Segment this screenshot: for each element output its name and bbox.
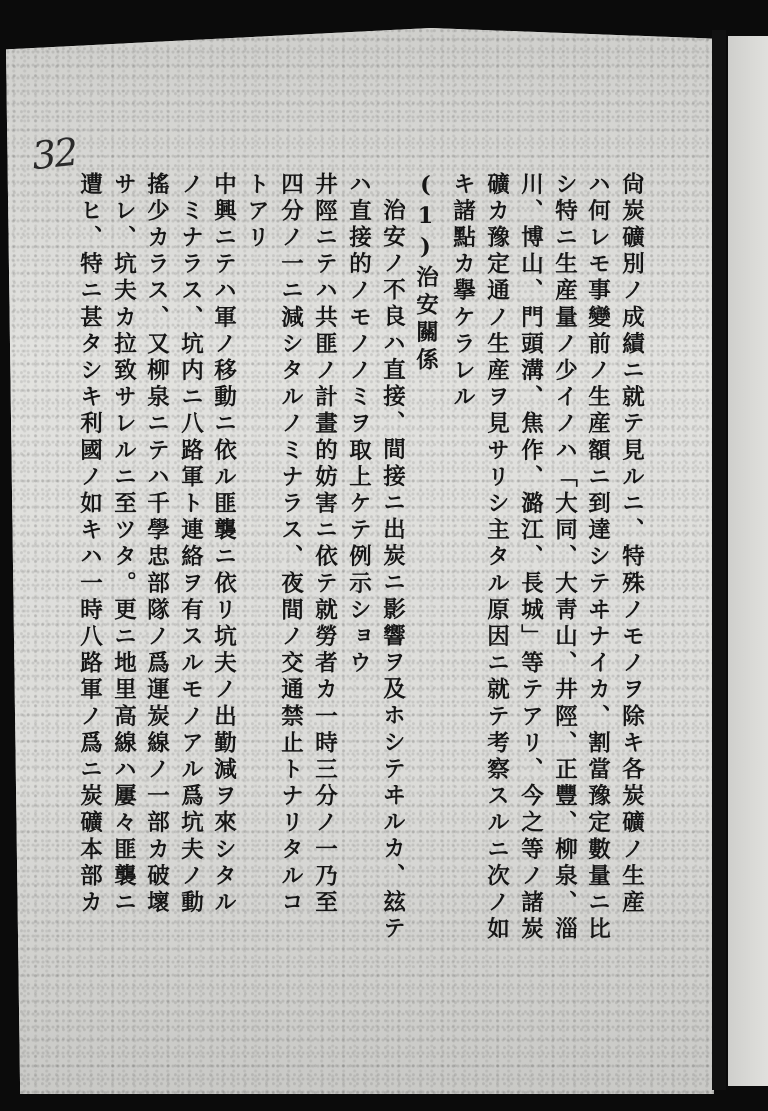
handwritten-page-number: 32 (29, 129, 79, 179)
text-column-14: ノミナラス、坑内ニ八路軍ト連絡ヲ有スルモノアル爲坑夫ノ動 (177, 172, 204, 917)
text-column-12: トアリ (243, 172, 270, 252)
text-column-10: 井陘ニテハ共匪ノ計畫的妨害ニ依テ就勞者カ一時三分ノ一乃至 (311, 172, 338, 917)
text-column-11: 四分ノ一ニ減シタルノミナラス、夜間ノ交通禁止トナリタルコ (277, 172, 304, 917)
text-column-3: シ特ニ生産量ノ少イノハ「大同、大靑山、井陘、正豐、柳泉、淄 (551, 172, 578, 944)
section-heading: (1)治安關係 (412, 172, 439, 375)
text-column-16: サレ、坑夫カ拉致サレルニ至ツタ。更ニ地里高線ハ屢々匪襲ニ (110, 172, 137, 917)
book-spine-shadow (712, 30, 726, 1090)
text-column-13: 中興ニテハ軍ノ移動ニ依ル匪襲ニ依リ坑夫ノ出勤減ヲ來シタル (210, 172, 237, 917)
text-column-1: 尙炭礦別ノ成績ニ就テ見ルニ、特殊ノモノヲ除キ各炭礦ノ生産 (618, 172, 645, 917)
text-column-6: キ諸點カ擧ケラレル (449, 172, 476, 412)
text-column-15: 搖少カラス、又柳泉ニテハ千學忠部隊ノ爲運炭線ノ一部カ破壞 (143, 172, 170, 917)
text-column-5: 礦カ豫定通ノ生産ヲ見サリシ主タル原因ニ就テ考察スルニ次ノ如 (483, 172, 510, 944)
text-column-4: 川、博山、門頭溝、焦作、潞江、長城」等テアリ、今之等ノ諸炭 (517, 172, 544, 944)
text-column-8: 治安ノ不良ハ直接、間接ニ出炭ニ影響ヲ及ホシテヰルカ、玆テ (379, 198, 406, 943)
adjacent-page-edge (728, 36, 768, 1086)
text-column-9: ハ直接的ノモノノミヲ取上ケテ例示ショウ (345, 172, 372, 678)
text-column-2: ハ何レモ事變前ノ生産額ニ到達シテヰナイカ、割當豫定數量ニ比 (584, 172, 611, 944)
text-column-17: 遭ヒ、特ニ甚タシキ利國ノ如キハ一時八路軍ノ爲ニ炭礦本部カ (76, 172, 103, 917)
